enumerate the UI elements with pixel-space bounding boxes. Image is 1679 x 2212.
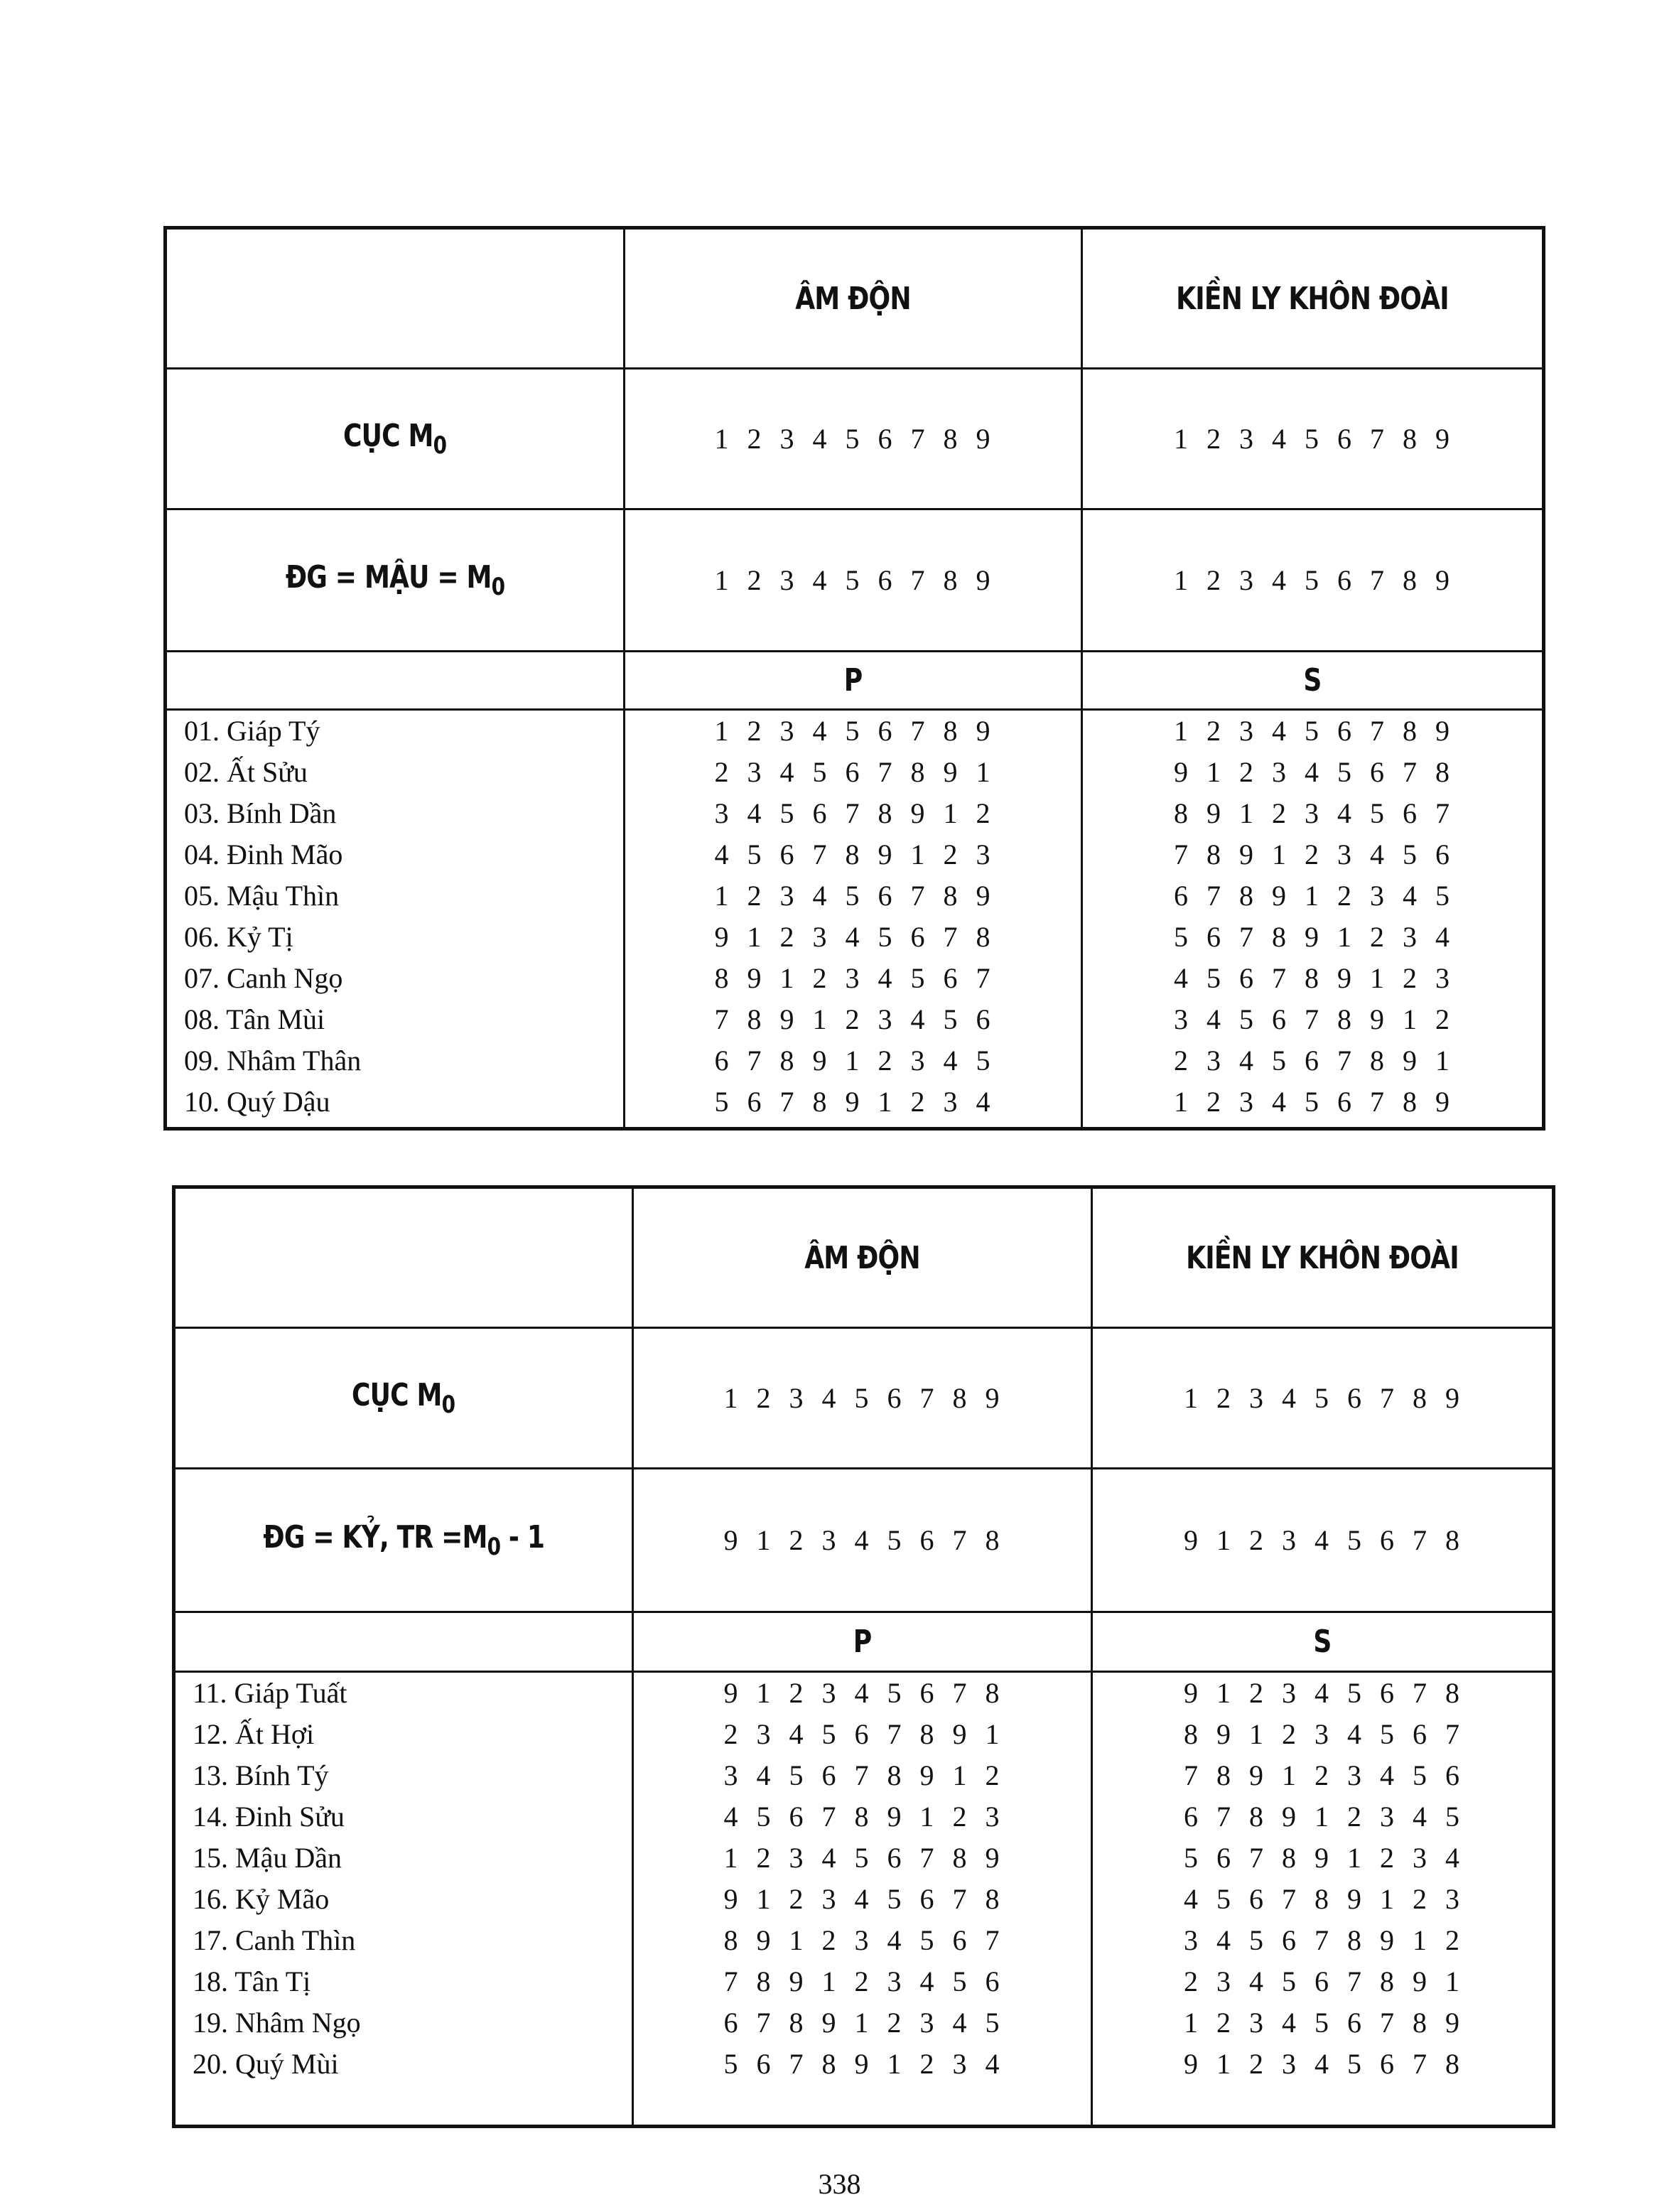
row-label: 02. Ất Sửu	[184, 756, 308, 788]
p-row-values: 1 2 3 4 5 6 7 8 9	[723, 1842, 1001, 1874]
p-row-values: 6 7 8 9 1 2 3 4 5	[723, 2007, 1001, 2039]
table-giap-tuat-group	[172, 1185, 1555, 2128]
cuc-kien-values: 1 2 3 4 5 6 7 8 9	[1082, 369, 1544, 509]
row-label: 17. Canh Thìn	[193, 1924, 356, 1956]
p-row-values: 6 7 8 9 1 2 3 4 5	[714, 1045, 992, 1077]
row-names-column	[174, 1672, 633, 2127]
p-row-values: 7 8 9 1 2 3 4 5 6	[714, 1003, 992, 1035]
p-row-values: 5 6 7 8 9 1 2 3 4	[723, 2048, 1001, 2080]
p-row-values: 4 5 6 7 8 9 1 2 3	[714, 838, 992, 870]
p-row-values: 7 8 9 1 2 3 4 5 6	[723, 1965, 1001, 1997]
s-row-values: 5 6 7 8 9 1 2 3 4	[1174, 921, 1451, 953]
cuc-am-don-values: 1 2 3 4 5 6 7 8 9	[625, 369, 1082, 509]
s-row-values: 3 4 5 6 7 8 9 1 2	[1184, 1924, 1461, 1956]
s-values-column	[1082, 710, 1544, 1129]
p-row-values: 9 1 2 3 4 5 6 7 8	[723, 1883, 1001, 1915]
row-label: 19. Nhâm Ngọ	[193, 2007, 361, 2039]
row-names-column	[166, 710, 625, 1129]
row-label: 04. Đinh Mão	[184, 838, 343, 870]
p-header: P	[853, 1624, 872, 1660]
p-row-values: 8 9 1 2 3 4 5 6 7	[714, 962, 992, 994]
row-label: 05. Mậu Thìn	[184, 880, 340, 912]
header-kien-ly-khon-doai: KIỀN LY KHÔN ĐOÀI	[1186, 1239, 1459, 1276]
dg-label: ĐG = KỶ, TR $=M_0 - 1$	[263, 1519, 544, 1561]
table-giap-ty-group	[163, 226, 1545, 1131]
dg-kien-values: 1 2 3 4 5 6 7 8 9	[1082, 509, 1544, 652]
s-row-values: 7 8 9 1 2 3 4 5 6	[1184, 1759, 1461, 1791]
dg-label: ĐG = MẬU = $M_0$	[285, 559, 505, 601]
p-row-values: 5 6 7 8 9 1 2 3 4	[714, 1086, 992, 1118]
s-row-values: 1 2 3 4 5 6 7 8 9	[1174, 715, 1451, 747]
row-label: 14. Đinh Sửu	[193, 1801, 345, 1833]
s-header: S	[1313, 1624, 1332, 1660]
s-row-values: 2 3 4 5 6 7 8 9 1	[1174, 1045, 1451, 1077]
cuc-am-don-values: 1 2 3 4 5 6 7 8 9	[633, 1328, 1092, 1469]
s-row-values: 8 9 1 2 3 4 5 6 7	[1184, 1718, 1461, 1750]
p-row-values: 2 3 4 5 6 7 8 9 1	[714, 756, 992, 788]
dg-am-don-values: 9 1 2 3 4 5 6 7 8	[633, 1469, 1092, 1612]
ps-blank-cell	[174, 1612, 633, 1672]
row-label: 13. Bính Tý	[193, 1759, 329, 1791]
s-header: S	[1303, 662, 1322, 698]
s-row-values: 6 7 8 9 1 2 3 4 5	[1184, 1801, 1461, 1833]
row-label: 11. Giáp Tuất	[193, 1677, 347, 1709]
corner-cell	[166, 228, 625, 369]
ps-blank-cell	[166, 652, 625, 710]
s-row-values: 1 2 3 4 5 6 7 8 9	[1174, 1086, 1451, 1118]
row-label: 09. Nhâm Thân	[184, 1045, 362, 1077]
p-row-values: 3 4 5 6 7 8 9 1 2	[714, 797, 992, 829]
s-row-values: 9 1 2 3 4 5 6 7 8	[1184, 1677, 1461, 1709]
s-row-values: 9 1 2 3 4 5 6 7 8	[1174, 756, 1451, 788]
row-label: 18. Tân Tị	[193, 1965, 311, 1997]
header-kien-ly-khon-doai: KIỀN LY KHÔN ĐOÀI	[1176, 280, 1449, 317]
s-row-values: 1 2 3 4 5 6 7 8 9	[1184, 2007, 1461, 2039]
cuc-kien-values: 1 2 3 4 5 6 7 8 9	[1092, 1328, 1554, 1469]
s-row-values: 9 1 2 3 4 5 6 7 8	[1184, 2048, 1461, 2080]
p-row-values: 9 1 2 3 4 5 6 7 8	[714, 921, 992, 953]
cuc-label: CỤC $M_0$	[343, 418, 447, 460]
row-label: 10. Quý Dậu	[184, 1086, 330, 1118]
p-values-column	[633, 1672, 1092, 2127]
s-row-values: 6 7 8 9 1 2 3 4 5	[1174, 880, 1451, 912]
row-label: 12. Ất Hợi	[193, 1718, 315, 1750]
dg-am-don-values: 1 2 3 4 5 6 7 8 9	[625, 509, 1082, 652]
s-row-values: 5 6 7 8 9 1 2 3 4	[1184, 1842, 1461, 1874]
row-label: 06. Kỷ Tị	[184, 921, 293, 953]
p-row-values: 1 2 3 4 5 6 7 8 9	[714, 880, 992, 912]
header-am-don: ÂM ĐỘN	[795, 280, 911, 317]
row-label: 16. Kỷ Mão	[193, 1883, 330, 1915]
page-number: 338	[818, 2168, 861, 2200]
s-row-values: 2 3 4 5 6 7 8 9 1	[1184, 1965, 1461, 1997]
p-row-values: 8 9 1 2 3 4 5 6 7	[723, 1924, 1001, 1956]
p-values-column	[625, 710, 1082, 1129]
s-row-values: 4 5 6 7 8 9 1 2 3	[1174, 962, 1451, 994]
row-label: 03. Bính Dần	[184, 797, 337, 829]
p-row-values: 9 1 2 3 4 5 6 7 8	[723, 1677, 1001, 1709]
s-values-column	[1092, 1672, 1554, 2127]
cuc-label: CỤC $M_0$	[352, 1377, 455, 1419]
s-row-values: 3 4 5 6 7 8 9 1 2	[1174, 1003, 1451, 1035]
row-label: 20. Quý Mùi	[193, 2048, 339, 2080]
s-row-values: 8 9 1 2 3 4 5 6 7	[1174, 797, 1451, 829]
p-row-values: 1 2 3 4 5 6 7 8 9	[714, 715, 992, 747]
dg-kien-values: 9 1 2 3 4 5 6 7 8	[1092, 1469, 1554, 1612]
corner-cell	[174, 1187, 633, 1328]
p-header: P	[843, 662, 863, 698]
p-row-values: 2 3 4 5 6 7 8 9 1	[723, 1718, 1001, 1750]
row-label: 08. Tân Mùi	[184, 1003, 325, 1035]
row-label: 15. Mậu Dần	[193, 1842, 342, 1874]
header-am-don: ÂM ĐỘN	[804, 1239, 920, 1276]
p-row-values: 3 4 5 6 7 8 9 1 2	[723, 1759, 1001, 1791]
row-label: 01. Giáp Tý	[184, 715, 320, 747]
s-row-values: 4 5 6 7 8 9 1 2 3	[1184, 1883, 1461, 1915]
s-row-values: 7 8 9 1 2 3 4 5 6	[1174, 838, 1451, 870]
row-label: 07. Canh Ngọ	[184, 962, 343, 994]
p-row-values: 4 5 6 7 8 9 1 2 3	[723, 1801, 1001, 1833]
